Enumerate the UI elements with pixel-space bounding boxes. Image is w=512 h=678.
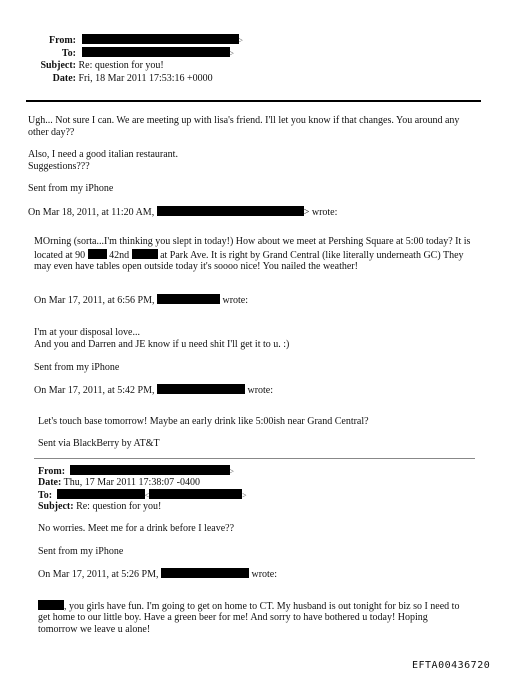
date-label: Date:	[52, 73, 76, 84]
quote-line: Let's touch base tomorrow! Maybe an early drink like 5:00ish near Grand Central?	[38, 416, 369, 427]
reply-paragraph: Ugh... Not sure I can. We are meeting up with lisa's friend. I'll let you know if that changes. You around any other day??	[28, 115, 460, 138]
header2-from-row: From: >	[38, 466, 235, 477]
redaction	[70, 465, 230, 475]
header-subject-row	[34, 60, 164, 72]
header-from-row: From: >	[34, 34, 243, 47]
subject-value: Re: question for you!	[78, 60, 164, 71]
header-to-row: To: >	[34, 47, 234, 60]
signature: Sent from my iPhone	[34, 362, 120, 373]
reply-line: Suggestions???	[28, 161, 90, 172]
redaction	[88, 249, 107, 259]
redaction	[82, 34, 239, 44]
quote-line: , you girls have fun. I'm going to get on home to CT. My husband is out tonight for biz so I need to	[38, 600, 459, 613]
signature: Sent from my iPhone	[28, 183, 114, 194]
to-label: To:	[61, 48, 76, 59]
signature: Sent via BlackBerry by AT&T	[38, 438, 160, 449]
header2-subject-row: Subject: Re: question for you!	[38, 501, 162, 512]
header-divider	[26, 100, 481, 102]
header2-to-row: To: < >	[38, 490, 247, 501]
signature: Sent from my iPhone	[38, 546, 124, 557]
redaction	[157, 206, 304, 216]
quote-line: And you and Darren and JE know if u need shit I'll get it to u. :)	[34, 339, 290, 350]
quote-line: get home to our little boy. Have a green beer for me! And sorry to have bothered u today! Hoping	[38, 612, 428, 623]
quote-intro: On Mar 18, 2011, at 11:20 AM, > wrote:	[28, 207, 338, 218]
redaction	[149, 489, 242, 499]
quote-line: No worries. Meet me for a drink before I leave??	[38, 523, 235, 534]
quote-intro: On Mar 17, 2011, at 5:26 PM, wrote:	[38, 569, 278, 580]
redaction	[161, 568, 249, 578]
redaction	[57, 489, 145, 499]
date-value: Fri, 18 Mar 2011 17:53:16 +0000	[78, 73, 213, 84]
redaction	[38, 600, 64, 610]
document-id: EFTA00436720	[412, 660, 491, 671]
subject-label: Subject:	[40, 60, 76, 71]
quote-intro: On Mar 17, 2011, at 5:42 PM, wrote:	[34, 385, 274, 396]
quote-line: may even have tables open outside today it's soooo nice! You nailed the weather!	[34, 261, 358, 272]
redaction	[132, 249, 158, 259]
forward-divider	[34, 458, 475, 459]
from-label: From:	[48, 35, 76, 46]
reply-line: Also, I need a good italian restaurant.	[28, 149, 178, 160]
header-date-row	[34, 73, 213, 85]
redaction	[82, 47, 230, 57]
quote-intro: On Mar 17, 2011, at 6:56 PM, wrote:	[34, 295, 249, 306]
quote-line: I'm at your disposal love...	[34, 327, 140, 338]
redaction	[157, 384, 245, 394]
header2-date-row: Date: Thu, 17 Mar 2011 17:38:07 -0400	[38, 477, 200, 488]
redaction	[157, 294, 220, 304]
quote-line: MOrning (sorta...I'm thinking you slept in today!) How about we meet at Pershing Square at 5:00 today? It is	[34, 236, 471, 247]
quote-line: tomorrow we leave u alone!	[38, 624, 151, 635]
quote-line: located at 90 42nd at Park Ave. It is right by Grand Central (like literally underneath GC) They	[34, 250, 464, 261]
